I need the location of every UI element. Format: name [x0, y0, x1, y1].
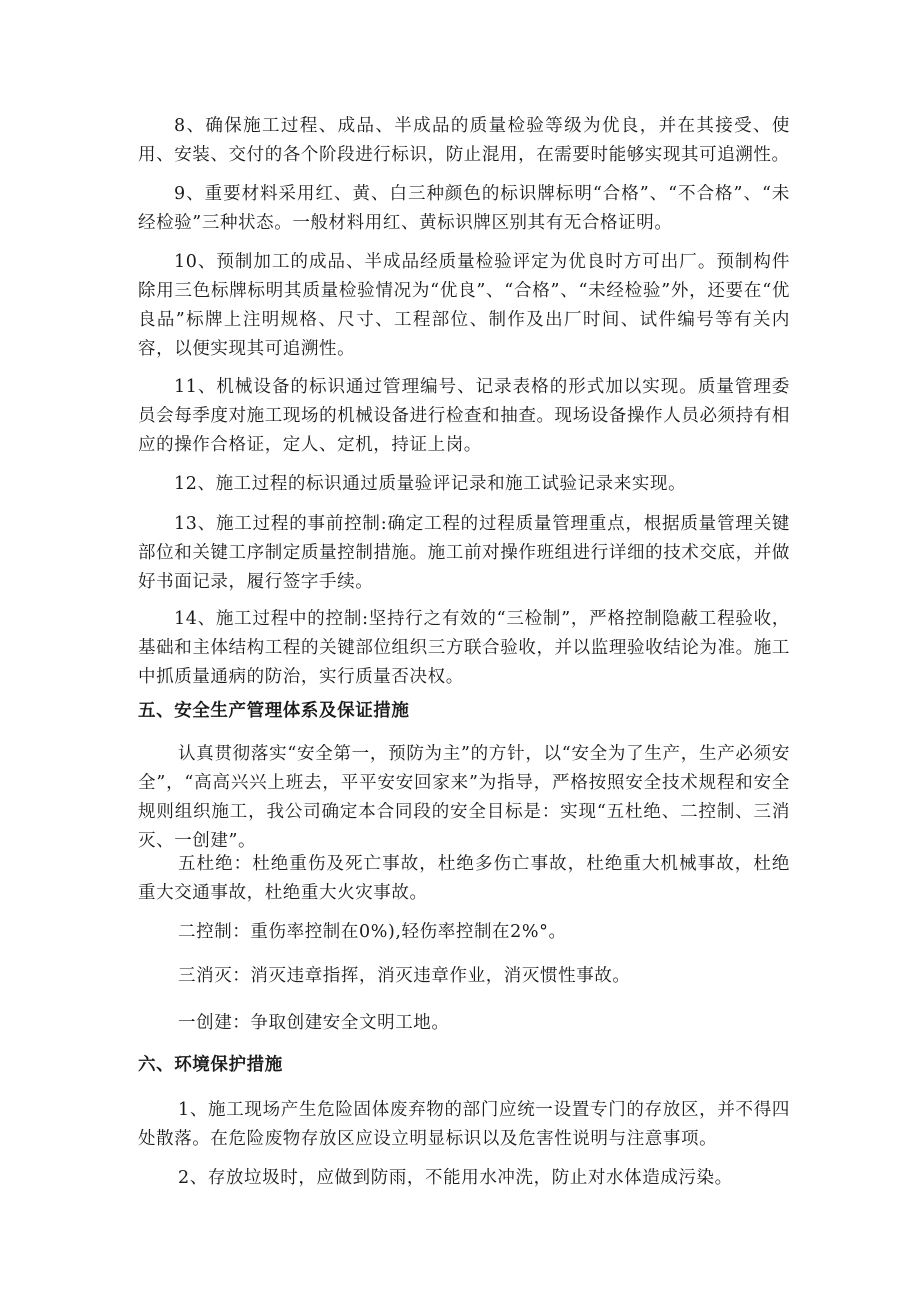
paragraph-9: 9、重要材料采用红、黄、白三种颜色的标识牌标明“合格”、“不合格”、“未经检验”三种状态。一般材料用红、黄标识牌区别其有无合格证明。 — [138, 184, 790, 233]
section-6-heading: 六、环境保护措施 — [138, 1055, 283, 1075]
section-5-intro: 认真贯彻落实“安全第一，预防为主”的方针，以“安全为了生产，生产必须安全”，“高高兴兴上班去，平平安安回家来”为指导，严格按照安全技术规程和安全规则组织施工，我公司确定本合同段的安全目标是：实现“五杜绝、二控制、三消灭、一创建”。 — [138, 744, 790, 851]
paragraph-14: 14、施工过程中的控制:坚持行之有效的“三检制”，严格控制隐蔽工程验收，基础和主体结构工程的关键部位组织三方联合验收，并以监理验收结论为准。施工中抓质量通病的防治，实行质量否决权。 — [138, 609, 790, 687]
paragraph-13: 13、施工过程的事前控制:确定工程的过程质量管理重点，根据质量管理关键部位和关键工序制定质量控制措施。施工前对操作班组进行详细的技术交底，并做好书面记录，履行签字手续。 — [138, 514, 790, 592]
erkongzhi-paragraph: 二控制：重伤率控制在0%),轻伤率控制在2%°。 — [178, 922, 567, 942]
paragraph-8: 8、确保施工过程、成品、半成品的质量检验等级为优良，并在其接受、使用、安装、交付的各个阶段进行标识，防止混用，在需要时能够实现其可追溯性。 — [138, 116, 790, 165]
paragraph-12: 12、施工过程的标识通过质量验评记录和施工试验记录来实现。 — [174, 474, 687, 494]
section-6-item-1: 1、施工现场产生危险固体废弃物的部门应统一设置专门的存放区，并不得四处散落。在危险废物存放区应设立明显标识以及危害性说明与注意事项。 — [138, 1100, 790, 1149]
section-5-heading: 五、安全生产管理体系及保证措施 — [138, 701, 410, 721]
sanxiaomie-paragraph: 三消灭：消灭违章指挥，消灭违章作业，消灭惯性事故。 — [178, 966, 631, 986]
paragraph-10: 10、预制加工的成品、半成品经质量检验评定为优良时方可出厂。预制构件除用三色标牌标明其质量检验情况为“优良”、“合格”、“未经检验”外，还要在“优良品”标牌上注明规格、尺寸、工程部位、制作及出厂时间、试件编号等有关内容，以便实现其可追溯性。 — [138, 252, 790, 359]
section-6-item-2: 2、存放垃圾时，应做到防雨，不能用水冲洗，防止对水体造成污染。 — [178, 1168, 733, 1188]
yichuangjian-paragraph: 一创建：争取创建安全文明工地。 — [178, 1013, 450, 1033]
wudujue-paragraph: 五杜绝：杜绝重伤及死亡事故，杜绝多伤亡事故，杜绝重大机械事故，杜绝重大交通事故，杜绝重大火灾事故。 — [138, 854, 790, 903]
paragraph-11: 11、机械设备的标识通过管理编号、记录表格的形式加以实现。质量管理委员会每季度对施工现场的机械设备进行检查和抽查。现场设备操作人员必须持有相应的操作合格证，定人、定机，持证上岗。 — [138, 377, 790, 455]
